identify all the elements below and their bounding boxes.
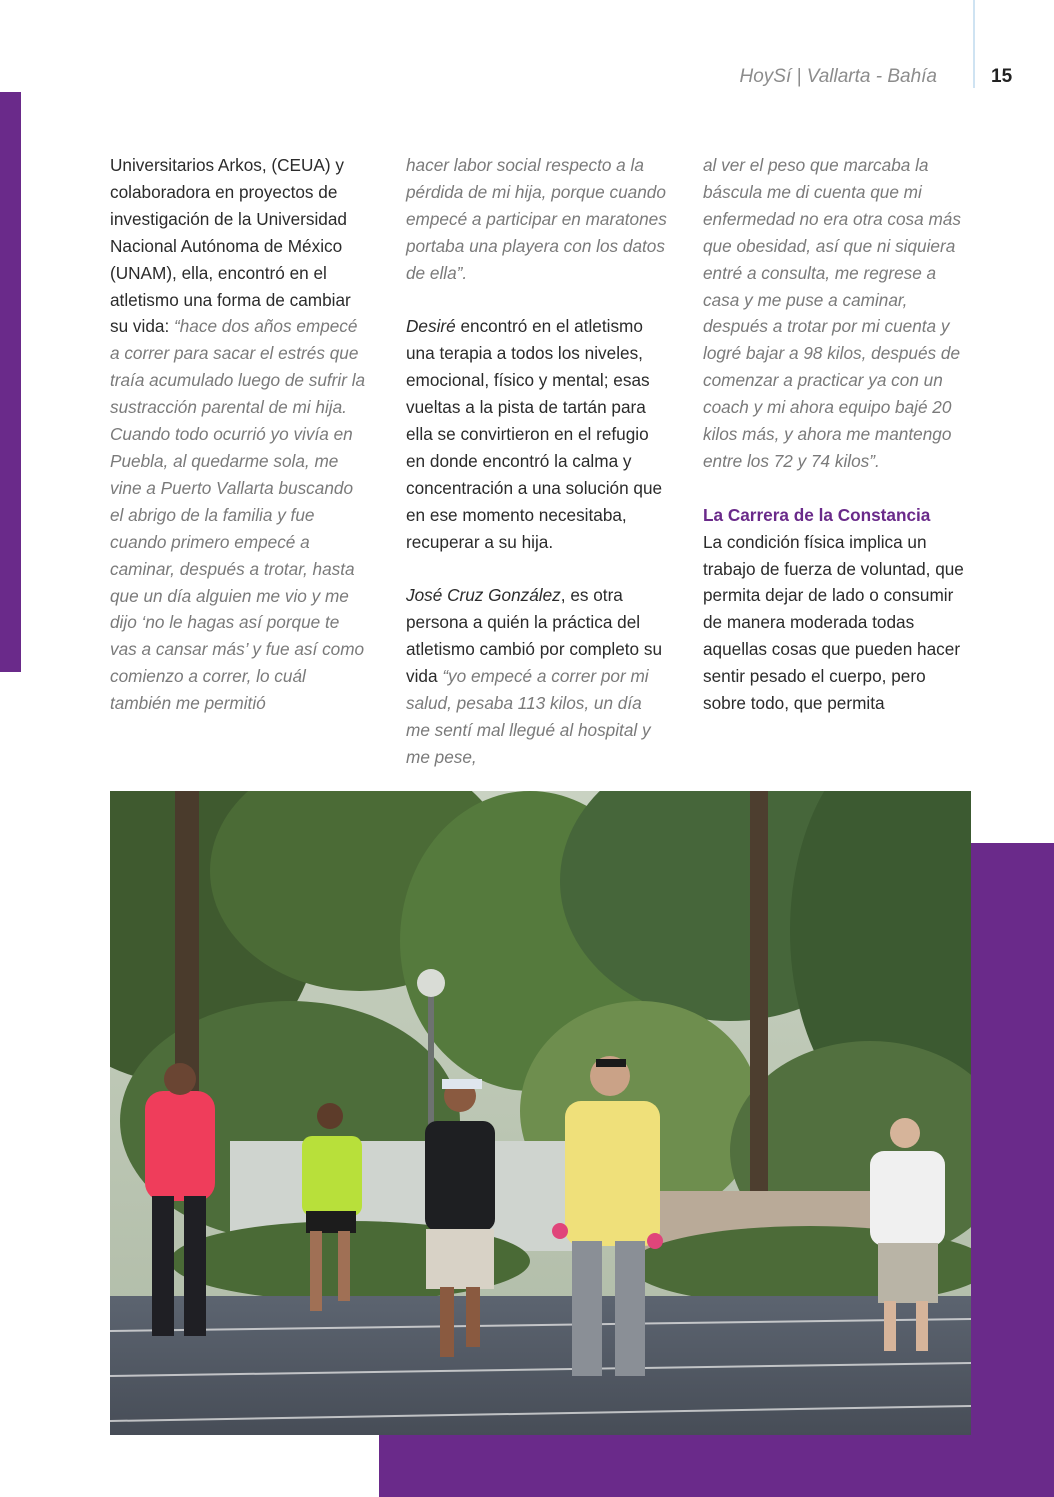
- quote-text: “hace dos años empecé a correr para sacar el estrés que traía acumulado luego de sufrir la sustracción parental de mi hija. Cuando todo ocurrió yo vivía en Puebla, al quedarme sola, me vine a Puerto Vallarta buscando el abrigo de la familia y fue cuando primero empecé a caminar, después a trotar, hasta que un día alguien me vio y me dijo ‘no le hagas así porque te vas a cansar más’ y fue así como comienzo a correr, lo cuál también me permitió: [110, 316, 366, 714]
- lamp: [417, 969, 445, 997]
- text-span: encontró en el atletismo una terapia a todos los niveles, emocional, físico y mental; esas vueltas a la pista de tartán para ella se convirtieron en el refugio en donde encontró la calma y concentración a una solución que en ese momento necesitaba, recuperar a su hija.: [406, 316, 663, 552]
- paragraph: [703, 502, 965, 717]
- text-span: Universitarios Arkos, (CEUA): [110, 155, 331, 175]
- paragraph: [406, 313, 668, 555]
- quote-paragraph: al ver el peso que marcaba la báscula me di cuenta que mi enfermedad no era otra cosa más que obesidad, así que ni siquiera entré a consulta, me regrese a casa y me puse a caminar, después a trotar por mi cuenta y logré bajar a 98 kilos, después de comenzar a practicar ya con un coach y mi ahora equipo bajé 20 kilos más, y ahora me mantengo entre los 72 y 74 kilos”.: [703, 155, 961, 471]
- text-span: La condición física implica un trabajo de fuerza de voluntad, que permita dejar de lado o consumir de manera moderada todas aquellas cosas que pueden hacer sentir pesado el cuerpo, pero sobre todo, que permita: [703, 531, 964, 714]
- header-divider: [973, 0, 975, 88]
- person-name: José Cruz González: [406, 585, 561, 606]
- person-name: Desiré: [406, 316, 456, 337]
- right-accent-block: [971, 843, 1054, 1497]
- article-column-2: [406, 152, 668, 771]
- text-span: (UNAM), ella, encontró en el atletismo una forma de cambiar su vida:: [110, 262, 351, 337]
- quote-paragraph: hacer labor social respecto a la pérdida de mi hija, porque cuando empecé a participar en maratones portaba una playera con los datos de ella”.: [406, 155, 667, 283]
- publication-title: HoySí | Vallarta - Bahía: [739, 66, 937, 87]
- text-span: , es otra persona a quién la práctica del atletismo cambió por completo su vida: [406, 585, 663, 687]
- runners-photo: [110, 791, 971, 1435]
- paragraph: [406, 582, 668, 770]
- utility-pole: [175, 791, 199, 1091]
- text-span: Universidad Nacional Autónoma de México: [110, 208, 347, 256]
- bottom-accent-block: [379, 1434, 1054, 1497]
- article-column-3: [703, 152, 965, 717]
- section-heading: La Carrera de la Constancia: [703, 504, 931, 525]
- page-number: 15: [991, 66, 1013, 87]
- paragraph: [110, 152, 370, 717]
- text-span: y colaboradora en proyectos de investigación de la: [110, 155, 344, 229]
- left-accent-bar: [0, 92, 21, 672]
- quote-text: “yo empecé a correr por mi salud, pesaba 113 kilos, un día me sentí mal llegué al hospital y me pese,: [406, 666, 651, 767]
- article-column-1: [110, 152, 370, 717]
